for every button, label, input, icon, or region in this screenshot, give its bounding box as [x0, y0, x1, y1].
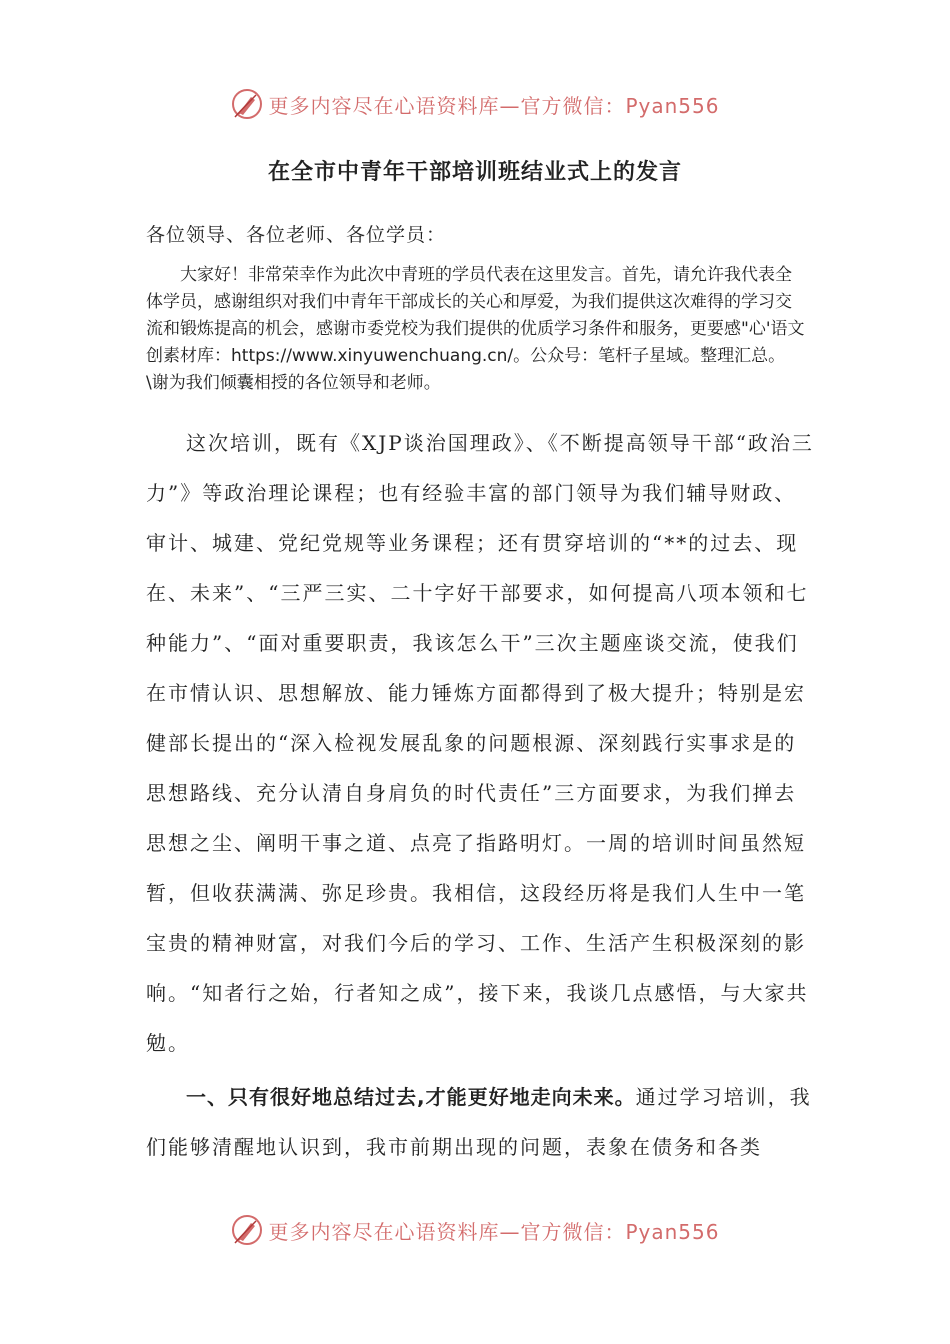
section-one-heading: 一、只有很好地总结过去,才能更好地走向未来。: [186, 1085, 636, 1109]
footer-banner-text: 更多内容尽在心语资料库—官方微信：Pyan556: [268, 1219, 720, 1244]
salutation: 各位领导、各位老师、各位学员：: [146, 224, 447, 246]
header-banner-text: 更多内容尽在心语资料库—官方微信：Pyan556: [268, 93, 720, 118]
paragraph-opening: 大家好！非常荣幸作为此次中青班的学员代表在这里发言。首先，请允许我代表全体学员，感谢组织对我们中青年干部成长的关心和厚爱，为我们提供这次难得的学习交流和锻炼提高的机会，感谢市委党校为我们提供的优质学习条件和服务，更要感"心'语文创素材库：https://www.xinyuwenchuang.cn/。公众号：笔杆子星域。整理汇总。\谢为我们倾囊相授的各位领导和老师。: [146, 265, 805, 393]
pen-nib-logo-icon: [230, 87, 264, 121]
section-one-body: 通过学习培训，我们能够清醒地认识到，我市前期出现的问题，表象在债务和各类: [146, 1085, 812, 1159]
paragraph-section-one: [146, 1072, 816, 1172]
footer-banner: [0, 1210, 950, 1250]
document-title: 在全市中青年干部培训班结业式上的发言: [267, 160, 682, 185]
pen-nib-logo-icon: [230, 1213, 264, 1247]
paragraph-training-summary: 这次培训，既有《XJP谈治国理政》、《不断提高领导干部“政治三力”》等政治理论课程；也有经验丰富的部门领导为我们辅导财政、审计、城建、党纪党规等业务课程；还有贯穿培训的“**的过去、现在、未来”、“三严三实、二十字好干部要求，如何提高八项本领和七种能力”、“面对重要职责，我该怎么干”三次主题座谈交流，使我们在市情认识、思想解放、能力锤炼方面都得到了极大提升；特别是宏健部长提出的“深入检视发展乱象的问题根源、深刻践行实事求是的思想路线、充分认清自身肩负的时代责任”三方面要求，为我们掸去思想之尘、阐明干事之道、点亮了指路明灯。一周的培训时间虽然短暂，但收获满满、弥足珍贵。我相信，这段经历将是我们人生中一笔宝贵的精神财富，对我们今后的学习、工作、生活产生积极深刻的影响。“知者行之始，行者知之成”，接下来，我谈几点感悟，与大家共勉。: [146, 431, 814, 1055]
header-banner: [0, 84, 950, 124]
